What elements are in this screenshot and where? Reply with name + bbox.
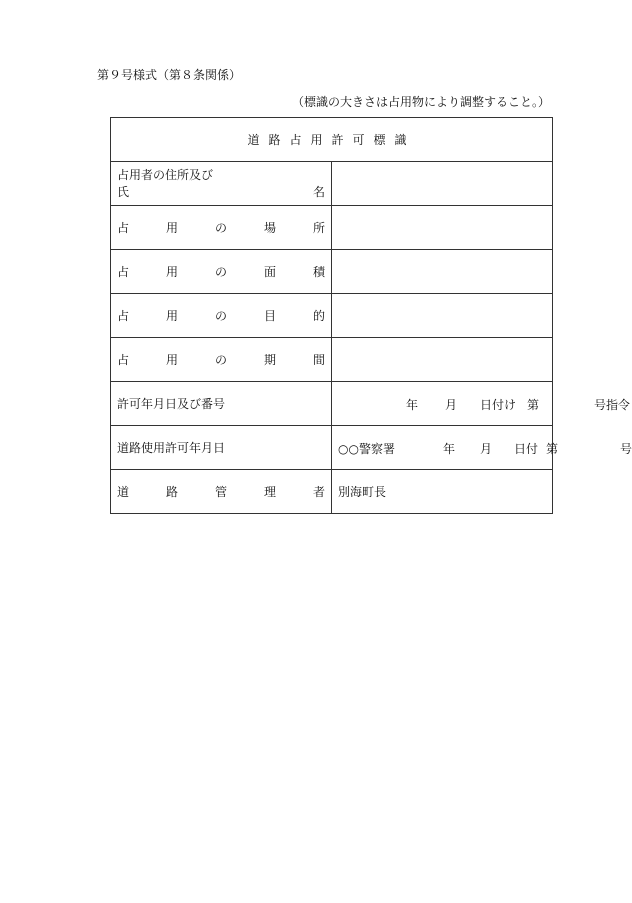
permit-label: 許可年月日及び番号 — [111, 382, 332, 426]
administrator-label-char: 理 — [263, 485, 276, 499]
place-label-char: 所 — [312, 221, 325, 235]
permit-dated-text: 日付け — [480, 397, 517, 412]
period-row — [111, 338, 553, 382]
purpose-label-char: の — [214, 309, 227, 323]
occupant-label-shi: 氏 — [117, 184, 130, 199]
occupant-label-line1: 占用者の住所及び — [117, 167, 214, 182]
place-label-char: の — [214, 221, 227, 235]
occupant-label — [111, 162, 332, 206]
administrator-label-char: 者 — [312, 485, 325, 499]
place-row — [111, 206, 553, 250]
road-occupancy-permit-sign-table — [110, 117, 632, 514]
permit-year-unit: 年 — [406, 397, 419, 412]
occupant-label-mei: 名 — [312, 184, 325, 199]
purpose-value — [332, 294, 553, 338]
area-label-char: の — [214, 265, 227, 279]
road-use-row — [111, 426, 553, 470]
area-label — [111, 250, 332, 294]
area-row — [111, 250, 553, 294]
road-use-value — [332, 426, 632, 470]
place-label-char: 占 — [117, 221, 130, 235]
place-label-char: 用 — [165, 221, 178, 235]
road-use-dai-text: 第 — [546, 441, 559, 456]
road-use-police-station: ○○警察署 — [338, 441, 395, 456]
road-use-month-unit: 月 — [480, 441, 493, 456]
road-use-label: 道路使用許可年月日 — [111, 426, 332, 470]
form-number: 第９号様式（第８条関係） — [97, 68, 242, 82]
purpose-label-char: 的 — [312, 309, 325, 323]
period-label-char: 占 — [117, 353, 130, 367]
area-label-char: 用 — [165, 265, 178, 279]
purpose-row — [111, 294, 553, 338]
road-use-dated-text: 日付 — [514, 441, 539, 456]
purpose-label-char: 目 — [263, 309, 276, 323]
administrator-label — [111, 470, 332, 514]
occupant-value — [332, 162, 553, 206]
occupant-label-line2 — [117, 184, 325, 201]
period-label-char: 間 — [312, 353, 325, 367]
period-value — [332, 338, 553, 382]
period-label-char: 用 — [165, 353, 178, 367]
place-value — [332, 206, 553, 250]
period-label-char: 期 — [263, 353, 276, 367]
permit-go-shirei-text: 号指令 — [594, 397, 631, 412]
administrator-label-char: 管 — [214, 485, 227, 499]
occupant-row — [111, 162, 553, 206]
administrator-row — [111, 470, 553, 514]
period-label — [111, 338, 332, 382]
administrator-value: 別海町長 — [332, 470, 553, 514]
area-label-char: 積 — [312, 265, 325, 279]
place-label — [111, 206, 332, 250]
place-label-char: 場 — [263, 221, 276, 235]
area-value — [332, 250, 553, 294]
road-use-go-text: 号 — [620, 441, 632, 456]
title-row — [111, 118, 553, 162]
permit-value — [332, 382, 631, 426]
area-label-char: 面 — [263, 265, 276, 279]
administrator-label-char: 道 — [117, 485, 130, 499]
permit-month-unit: 月 — [445, 397, 458, 412]
period-label-char: の — [214, 353, 227, 367]
purpose-label-char: 占 — [117, 309, 130, 323]
sign-title: 道路占用許可標識 — [111, 118, 553, 162]
road-use-year-unit: 年 — [443, 441, 456, 456]
permit-row — [111, 382, 553, 426]
administrator-label-char: 路 — [165, 485, 178, 499]
permit-dai-text: 第 — [527, 397, 540, 412]
area-label-char: 占 — [117, 265, 130, 279]
purpose-label — [111, 294, 332, 338]
size-note: （標識の大きさは占用物により調整すること。） — [291, 95, 550, 109]
purpose-label-char: 用 — [165, 309, 178, 323]
